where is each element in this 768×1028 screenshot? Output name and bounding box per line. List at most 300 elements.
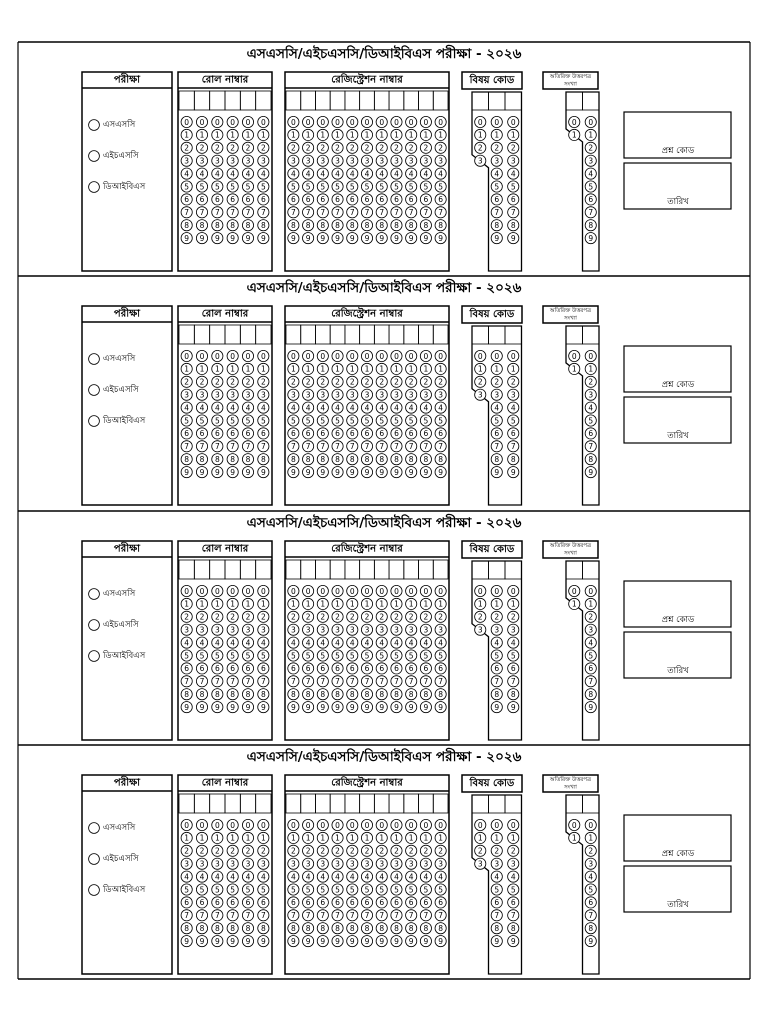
digit-label: 1 bbox=[477, 130, 483, 140]
digit-label: 6 bbox=[510, 429, 516, 439]
digit-label: 9 bbox=[245, 233, 251, 243]
date-label: তারিখ bbox=[667, 197, 689, 207]
digit-label: 3 bbox=[423, 390, 429, 400]
registration-digit-box[interactable] bbox=[374, 560, 389, 579]
digit-label: 8 bbox=[379, 924, 385, 933]
registration-digit-box[interactable] bbox=[286, 794, 301, 813]
digit-label: 5 bbox=[305, 651, 311, 661]
digit-label: 2 bbox=[260, 612, 266, 622]
digit-label: 2 bbox=[394, 377, 399, 387]
registration-digit-box[interactable] bbox=[433, 794, 448, 813]
digit-label: 4 bbox=[438, 169, 444, 179]
digit-label: 4 bbox=[305, 638, 311, 648]
digit-label: 5 bbox=[364, 182, 370, 192]
digit-label: 1 bbox=[305, 364, 311, 374]
digit-label: 6 bbox=[438, 429, 444, 439]
digit-label: 2 bbox=[184, 143, 190, 153]
digit-label: 3 bbox=[335, 625, 340, 635]
roll-digit-box[interactable] bbox=[179, 794, 194, 813]
digit-label: 3 bbox=[305, 156, 311, 166]
digit-label: 8 bbox=[408, 924, 414, 933]
roll-digit-box[interactable] bbox=[179, 325, 194, 344]
digit-label: 1 bbox=[588, 833, 594, 843]
digit-label: 6 bbox=[320, 664, 326, 674]
registration-digit-box[interactable] bbox=[345, 794, 360, 813]
extra-sheets-digit-box[interactable] bbox=[583, 795, 600, 813]
digit-label: 7 bbox=[510, 677, 516, 687]
roll-digit-box[interactable] bbox=[240, 325, 255, 344]
roll-digit-box[interactable] bbox=[256, 91, 271, 110]
digit-label: 1 bbox=[199, 364, 205, 374]
digit-label: 3 bbox=[245, 625, 251, 635]
digit-label: 5 bbox=[394, 182, 399, 192]
digit-label: 4 bbox=[214, 872, 220, 882]
digit-label: 2 bbox=[510, 846, 516, 856]
digit-label: 3 bbox=[379, 156, 385, 166]
exam-option-bubble[interactable] bbox=[89, 416, 100, 427]
digit-label: 8 bbox=[408, 221, 414, 230]
digit-label: 9 bbox=[588, 702, 594, 712]
digit-label: 0 bbox=[245, 586, 251, 596]
digit-label: 7 bbox=[335, 208, 340, 218]
subject-code-digit-box[interactable] bbox=[489, 795, 506, 813]
digit-label: 4 bbox=[305, 169, 311, 179]
digit-label: 7 bbox=[394, 677, 399, 687]
digit-label: 8 bbox=[335, 455, 340, 464]
digit-label: 0 bbox=[510, 586, 516, 596]
extra-sheets-digit-box[interactable] bbox=[583, 92, 600, 110]
digit-label: 5 bbox=[423, 651, 429, 661]
registration-digit-box[interactable] bbox=[301, 325, 316, 344]
digit-label: 8 bbox=[588, 690, 594, 699]
roll-digit-box[interactable] bbox=[194, 794, 209, 813]
digit-label: 3 bbox=[364, 390, 370, 400]
digit-label: 7 bbox=[214, 677, 220, 687]
digit-label: 1 bbox=[349, 130, 355, 140]
digit-label: 0 bbox=[335, 586, 340, 596]
digit-label: 7 bbox=[510, 208, 516, 218]
digit-label: 4 bbox=[260, 403, 266, 413]
digit-label: 8 bbox=[245, 924, 251, 933]
digit-label: 9 bbox=[494, 233, 500, 243]
registration-digit-box[interactable] bbox=[419, 794, 434, 813]
registration-digit-box[interactable] bbox=[389, 560, 404, 579]
digit-label: 6 bbox=[260, 898, 266, 908]
registration-digit-box[interactable] bbox=[389, 325, 404, 344]
digit-label: 1 bbox=[423, 364, 429, 374]
digit-label: 9 bbox=[245, 936, 251, 946]
digit-label: 3 bbox=[477, 859, 483, 869]
digit-label: 8 bbox=[290, 455, 296, 464]
digit-label: 3 bbox=[290, 390, 296, 400]
registration-digit-box[interactable] bbox=[286, 91, 301, 110]
digit-label: 8 bbox=[320, 690, 326, 699]
digit-label: 2 bbox=[394, 143, 399, 153]
registration-digit-box[interactable] bbox=[389, 91, 404, 110]
registration-digit-box[interactable] bbox=[374, 325, 389, 344]
registration-digit-box[interactable] bbox=[360, 794, 375, 813]
digit-label: 7 bbox=[305, 677, 311, 687]
digit-label: 6 bbox=[364, 664, 370, 674]
subject-code-digit-box[interactable] bbox=[489, 561, 506, 579]
digit-label: 1 bbox=[571, 599, 577, 609]
registration-digit-box[interactable] bbox=[404, 325, 419, 344]
subject-code-digit-box[interactable] bbox=[505, 326, 522, 344]
digit-label: 5 bbox=[335, 416, 340, 426]
digit-label: 6 bbox=[423, 664, 429, 674]
digit-label: 6 bbox=[408, 429, 414, 439]
digit-label: 4 bbox=[230, 872, 236, 882]
digit-label: 9 bbox=[379, 467, 385, 477]
digit-label: 9 bbox=[349, 233, 355, 243]
digit-label: 0 bbox=[184, 351, 190, 361]
registration-digit-box[interactable] bbox=[404, 91, 419, 110]
roll-digit-box[interactable] bbox=[225, 91, 240, 110]
digit-label: 6 bbox=[349, 195, 355, 205]
subject-code-digit-box[interactable] bbox=[472, 326, 489, 344]
digit-label: 7 bbox=[245, 208, 251, 218]
digit-label: 5 bbox=[320, 651, 326, 661]
registration-digit-box[interactable] bbox=[286, 325, 301, 344]
digit-label: 6 bbox=[438, 898, 444, 908]
registration-digit-box[interactable] bbox=[360, 325, 375, 344]
roll-digit-box[interactable] bbox=[210, 560, 225, 579]
subject-code-digit-box[interactable] bbox=[505, 561, 522, 579]
exam-option-bubble[interactable] bbox=[89, 182, 100, 193]
exam-option-bubble[interactable] bbox=[89, 620, 100, 631]
digit-label: 2 bbox=[477, 143, 483, 153]
digit-label: 9 bbox=[320, 467, 326, 477]
registration-digit-box[interactable] bbox=[419, 560, 434, 579]
extra-sheets-digit-box[interactable] bbox=[566, 326, 583, 344]
digit-label: 7 bbox=[408, 911, 414, 921]
exam-option-label: এসএসসি bbox=[103, 823, 136, 833]
digit-label: 7 bbox=[184, 208, 190, 218]
digit-label: 9 bbox=[408, 467, 414, 477]
roll-digit-box[interactable] bbox=[240, 794, 255, 813]
registration-digit-box[interactable] bbox=[360, 560, 375, 579]
extra-sheets-digit-box[interactable] bbox=[566, 92, 583, 110]
digit-label: 1 bbox=[290, 364, 296, 374]
digit-label: 1 bbox=[230, 130, 236, 140]
digit-label: 3 bbox=[349, 390, 355, 400]
digit-label: 2 bbox=[438, 612, 444, 622]
roll-digit-box[interactable] bbox=[179, 91, 194, 110]
registration-digit-box[interactable] bbox=[419, 91, 434, 110]
exam-header: পরীক্ষা bbox=[113, 777, 141, 789]
digit-label: 5 bbox=[230, 416, 236, 426]
digit-label: 2 bbox=[423, 846, 429, 856]
registration-digit-box[interactable] bbox=[330, 325, 345, 344]
digit-label: 1 bbox=[423, 833, 429, 843]
digit-label: 6 bbox=[494, 898, 500, 908]
digit-label: 5 bbox=[379, 416, 385, 426]
digit-label: 5 bbox=[423, 885, 429, 895]
digit-label: 7 bbox=[588, 208, 594, 218]
digit-label: 0 bbox=[214, 820, 220, 830]
roll-digit-box[interactable] bbox=[210, 91, 225, 110]
digit-label: 4 bbox=[510, 638, 516, 648]
digit-label: 2 bbox=[408, 143, 414, 153]
digit-label: 8 bbox=[379, 455, 385, 464]
digit-label: 4 bbox=[335, 403, 340, 413]
digit-label: 5 bbox=[199, 416, 205, 426]
digit-label: 5 bbox=[184, 885, 190, 895]
exam-option-label: এসএসসি bbox=[103, 589, 136, 599]
answer-sheet-section bbox=[82, 513, 731, 740]
digit-label: 5 bbox=[349, 416, 355, 426]
digit-label: 7 bbox=[408, 208, 414, 218]
digit-label: 2 bbox=[349, 612, 355, 622]
digit-label: 6 bbox=[423, 429, 429, 439]
registration-digit-box[interactable] bbox=[374, 91, 389, 110]
digit-label: 7 bbox=[214, 442, 220, 452]
registration-digit-box[interactable] bbox=[301, 91, 316, 110]
digit-label: 3 bbox=[260, 625, 266, 635]
digit-label: 7 bbox=[230, 442, 236, 452]
subject-code-digit-box[interactable] bbox=[489, 92, 506, 110]
digit-label: 4 bbox=[438, 403, 444, 413]
digit-label: 6 bbox=[305, 898, 311, 908]
exam-option-bubble[interactable] bbox=[89, 385, 100, 396]
digit-label: 6 bbox=[290, 898, 296, 908]
subject-code-digit-box[interactable] bbox=[472, 92, 489, 110]
digit-label: 0 bbox=[349, 820, 355, 830]
extra-sheets-digit-box[interactable] bbox=[583, 561, 600, 579]
digit-label: 3 bbox=[394, 156, 399, 166]
registration-digit-box[interactable] bbox=[330, 560, 345, 579]
digit-label: 1 bbox=[214, 130, 220, 140]
digit-label: 2 bbox=[260, 143, 266, 153]
digit-label: 9 bbox=[305, 702, 311, 712]
extra-sheets-header-line2: সংখ্যা bbox=[564, 784, 577, 791]
digit-label: 5 bbox=[379, 651, 385, 661]
digit-label: 0 bbox=[408, 117, 414, 127]
exam-option-bubble[interactable] bbox=[89, 354, 100, 365]
digit-label: 2 bbox=[305, 377, 311, 387]
digit-label: 1 bbox=[477, 599, 483, 609]
registration-digit-box[interactable] bbox=[301, 794, 316, 813]
digit-label: 8 bbox=[423, 690, 429, 699]
subject-code-digit-box[interactable] bbox=[472, 795, 489, 813]
digit-label: 1 bbox=[184, 130, 190, 140]
registration-digit-box[interactable] bbox=[315, 91, 330, 110]
digit-label: 2 bbox=[477, 377, 483, 387]
digit-label: 4 bbox=[349, 638, 355, 648]
digit-label: 7 bbox=[290, 677, 296, 687]
registration-digit-box[interactable] bbox=[286, 560, 301, 579]
digit-label: 8 bbox=[494, 690, 500, 699]
roll-digit-box[interactable] bbox=[194, 91, 209, 110]
roll-digit-box[interactable] bbox=[225, 560, 240, 579]
digit-label: 5 bbox=[438, 416, 444, 426]
digit-label: 5 bbox=[320, 416, 326, 426]
digit-label: 0 bbox=[260, 351, 266, 361]
digit-label: 2 bbox=[290, 612, 296, 622]
registration-digit-box[interactable] bbox=[374, 794, 389, 813]
digit-label: 0 bbox=[364, 820, 370, 830]
digit-label: 1 bbox=[477, 364, 483, 374]
digit-label: 7 bbox=[394, 911, 399, 921]
exam-option-bubble[interactable] bbox=[89, 854, 100, 865]
digit-label: 4 bbox=[290, 638, 296, 648]
roll-digit-box[interactable] bbox=[225, 325, 240, 344]
digit-label: 7 bbox=[408, 442, 414, 452]
digit-label: 3 bbox=[510, 625, 516, 635]
registration-digit-box[interactable] bbox=[315, 794, 330, 813]
digit-label: 0 bbox=[230, 351, 236, 361]
digit-label: 7 bbox=[320, 677, 326, 687]
digit-label: 9 bbox=[230, 702, 236, 712]
digit-label: 8 bbox=[438, 924, 444, 933]
digit-label: 5 bbox=[305, 182, 311, 192]
digit-label: 3 bbox=[379, 625, 385, 635]
digit-label: 5 bbox=[438, 182, 444, 192]
digit-label: 2 bbox=[245, 143, 251, 153]
registration-digit-box[interactable] bbox=[433, 325, 448, 344]
digit-label: 1 bbox=[199, 130, 205, 140]
registration-digit-box[interactable] bbox=[419, 325, 434, 344]
digit-label: 3 bbox=[199, 859, 205, 869]
digit-label: 2 bbox=[477, 612, 483, 622]
extra-sheets-digit-box[interactable] bbox=[583, 326, 600, 344]
digit-label: 3 bbox=[364, 625, 370, 635]
digit-label: 3 bbox=[320, 625, 326, 635]
digit-label: 0 bbox=[571, 820, 577, 830]
digit-label: 0 bbox=[245, 117, 251, 127]
registration-header: রেজিস্ট্রেশন নাম্বার bbox=[331, 543, 403, 555]
digit-label: 2 bbox=[349, 143, 355, 153]
roll-digit-box[interactable] bbox=[256, 325, 271, 344]
subject-code-digit-box[interactable] bbox=[505, 92, 522, 110]
subject-code-digit-box[interactable] bbox=[505, 795, 522, 813]
roll-digit-box[interactable] bbox=[179, 560, 194, 579]
exam-option-bubble[interactable] bbox=[89, 885, 100, 896]
exam-option-bubble[interactable] bbox=[89, 651, 100, 662]
digit-label: 1 bbox=[364, 599, 370, 609]
extra-sheets-digit-box[interactable] bbox=[566, 561, 583, 579]
digit-label: 7 bbox=[438, 911, 444, 921]
digit-label: 1 bbox=[408, 599, 414, 609]
registration-digit-box[interactable] bbox=[330, 91, 345, 110]
digit-label: 5 bbox=[423, 182, 429, 192]
exam-panel bbox=[82, 775, 172, 974]
roll-digit-box[interactable] bbox=[256, 794, 271, 813]
digit-label: 5 bbox=[408, 416, 414, 426]
digit-label: 5 bbox=[588, 182, 594, 192]
digit-label: 8 bbox=[588, 221, 594, 230]
digit-label: 9 bbox=[335, 702, 340, 712]
digit-label: 8 bbox=[438, 455, 444, 464]
digit-label: 5 bbox=[588, 885, 594, 895]
digit-label: 9 bbox=[290, 936, 296, 946]
registration-digit-box[interactable] bbox=[404, 794, 419, 813]
digit-label: 4 bbox=[245, 169, 251, 179]
digit-label: 1 bbox=[394, 599, 399, 609]
question-code-label: প্রশ্ন কোড bbox=[661, 615, 695, 625]
digit-label: 5 bbox=[290, 651, 296, 661]
digit-label: 6 bbox=[214, 195, 220, 205]
roll-digit-box[interactable] bbox=[240, 560, 255, 579]
subject-code-digit-box[interactable] bbox=[489, 326, 506, 344]
registration-digit-box[interactable] bbox=[315, 325, 330, 344]
digit-label: 8 bbox=[423, 455, 429, 464]
exam-option-bubble[interactable] bbox=[89, 120, 100, 131]
digit-label: 8 bbox=[214, 455, 220, 464]
digit-label: 5 bbox=[214, 416, 220, 426]
subject-code-header: বিষয় কোড bbox=[469, 778, 515, 789]
digit-label: 3 bbox=[477, 156, 483, 166]
roll-digit-box[interactable] bbox=[194, 560, 209, 579]
digit-label: 1 bbox=[320, 599, 326, 609]
digit-label: 6 bbox=[588, 898, 594, 908]
registration-digit-box[interactable] bbox=[404, 560, 419, 579]
registration-digit-box[interactable] bbox=[389, 794, 404, 813]
exam-option-bubble[interactable] bbox=[89, 823, 100, 834]
roll-digit-box[interactable] bbox=[194, 325, 209, 344]
exam-option-bubble[interactable] bbox=[89, 589, 100, 600]
digit-label: 1 bbox=[260, 130, 266, 140]
registration-header: রেজিস্ট্রেশন নাম্বার bbox=[331, 308, 403, 320]
digit-label: 7 bbox=[494, 208, 500, 218]
extra-sheets-header-line2: সংখ্যা bbox=[564, 550, 577, 557]
digit-label: 0 bbox=[438, 117, 444, 127]
digit-label: 5 bbox=[349, 651, 355, 661]
digit-label: 0 bbox=[245, 351, 251, 361]
exam-header: পরীক্ষা bbox=[113, 74, 141, 86]
exam-panel bbox=[82, 541, 172, 740]
registration-digit-box[interactable] bbox=[315, 560, 330, 579]
exam-option-bubble[interactable] bbox=[89, 151, 100, 162]
registration-digit-box[interactable] bbox=[345, 560, 360, 579]
digit-label: 7 bbox=[199, 677, 205, 687]
digit-label: 1 bbox=[494, 599, 500, 609]
digit-label: 5 bbox=[364, 416, 370, 426]
digit-label: 0 bbox=[588, 586, 594, 596]
roll-digit-box[interactable] bbox=[210, 794, 225, 813]
digit-label: 5 bbox=[438, 651, 444, 661]
digit-label: 2 bbox=[230, 143, 236, 153]
roll-digit-box[interactable] bbox=[256, 560, 271, 579]
digit-label: 2 bbox=[320, 612, 326, 622]
extra-sheets-digit-box[interactable] bbox=[566, 795, 583, 813]
digit-label: 9 bbox=[423, 702, 429, 712]
registration-digit-box[interactable] bbox=[433, 91, 448, 110]
registration-digit-box[interactable] bbox=[360, 91, 375, 110]
digit-label: 1 bbox=[230, 599, 236, 609]
registration-digit-box[interactable] bbox=[345, 91, 360, 110]
digit-label: 0 bbox=[290, 820, 296, 830]
digit-label: 2 bbox=[408, 377, 414, 387]
roll-digit-box[interactable] bbox=[210, 325, 225, 344]
digit-label: 9 bbox=[494, 702, 500, 712]
digit-label: 7 bbox=[494, 677, 500, 687]
registration-digit-box[interactable] bbox=[301, 560, 316, 579]
digit-label: 1 bbox=[305, 833, 311, 843]
digit-label: 6 bbox=[349, 898, 355, 908]
roll-digit-box[interactable] bbox=[225, 794, 240, 813]
digit-label: 0 bbox=[510, 117, 516, 127]
registration-digit-box[interactable] bbox=[433, 560, 448, 579]
roll-digit-box[interactable] bbox=[240, 91, 255, 110]
digit-label: 6 bbox=[230, 195, 236, 205]
subject-code-digit-box[interactable] bbox=[472, 561, 489, 579]
registration-digit-box[interactable] bbox=[330, 794, 345, 813]
digit-label: 1 bbox=[184, 833, 190, 843]
answer-sheet-section bbox=[82, 278, 731, 505]
digit-label: 3 bbox=[230, 859, 236, 869]
registration-digit-box[interactable] bbox=[345, 325, 360, 344]
